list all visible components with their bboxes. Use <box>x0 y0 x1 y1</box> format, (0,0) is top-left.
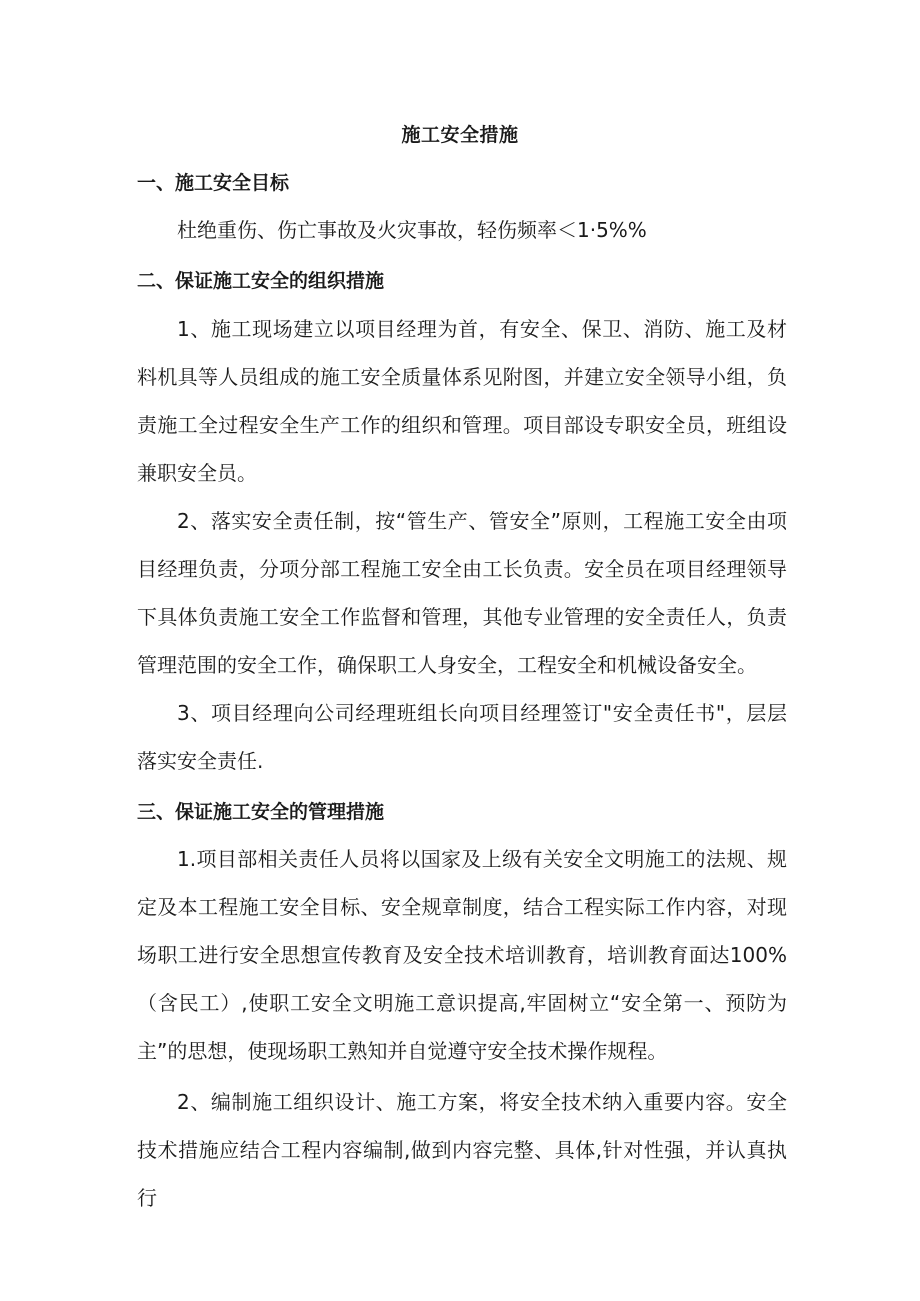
document-title: 施工安全措施 <box>401 124 519 146</box>
section-heading-2: 二、保证施工安全的组织措施 <box>137 270 385 292</box>
paragraph-safety-goal: 杜绝重伤、伤亡事故及火灾事故，轻伤频率＜1·5%% <box>177 218 647 242</box>
paragraph-mgmt-1: 1.项目部相关责任人员将以国家及上级有关安全文明施工的法规、规定及本工程施工安全目标、安全规章制度，结合工程实际工作内容，对现场职工进行安全思想宣传教育及安全技术培训教育，培训教育面达100%（含民工）,使职工安全文明施工意识提高,牢固树立“安全第一、预防为主”的思想，使现场职工熟知并自觉遵守安全技术操作规程。 <box>137 847 787 1063</box>
paragraph-mgmt-2: 2、编制施工组织设计、施工方案，将安全技术纳入重要内容。安全技术措施应结合工程内容编制,做到内容完整、具体,针对性强，并认真执行 <box>137 1090 787 1210</box>
section-heading-1: 一、施工安全目标 <box>137 172 290 194</box>
paragraph-org-3: 3、项目经理向公司经理班组长向项目经理签订"安全责任书"，层层落实安全责任. <box>137 701 787 773</box>
section-heading-3: 三、保证施工安全的管理措施 <box>137 801 385 823</box>
paragraph-org-1: 1、施工现场建立以项目经理为首，有安全、保卫、消防、施工及材料机具等人员组成的施工安全质量体系见附图，并建立安全领导小组，负责施工全过程安全生产工作的组织和管理。项目部设专职安全员，班组设兼职安全员。 <box>137 317 787 485</box>
paragraph-org-2: 2、落实安全责任制，按“管生产、管安全”原则，工程施工安全由项目经理负责，分项分部工程施工安全由工长负责。安全员在项目经理领导下具体负责施工安全工作监督和管理，其他专业管理的安全责任人，负责管理范围的安全工作，确保职工人身安全，工程安全和机械设备安全。 <box>137 509 787 677</box>
